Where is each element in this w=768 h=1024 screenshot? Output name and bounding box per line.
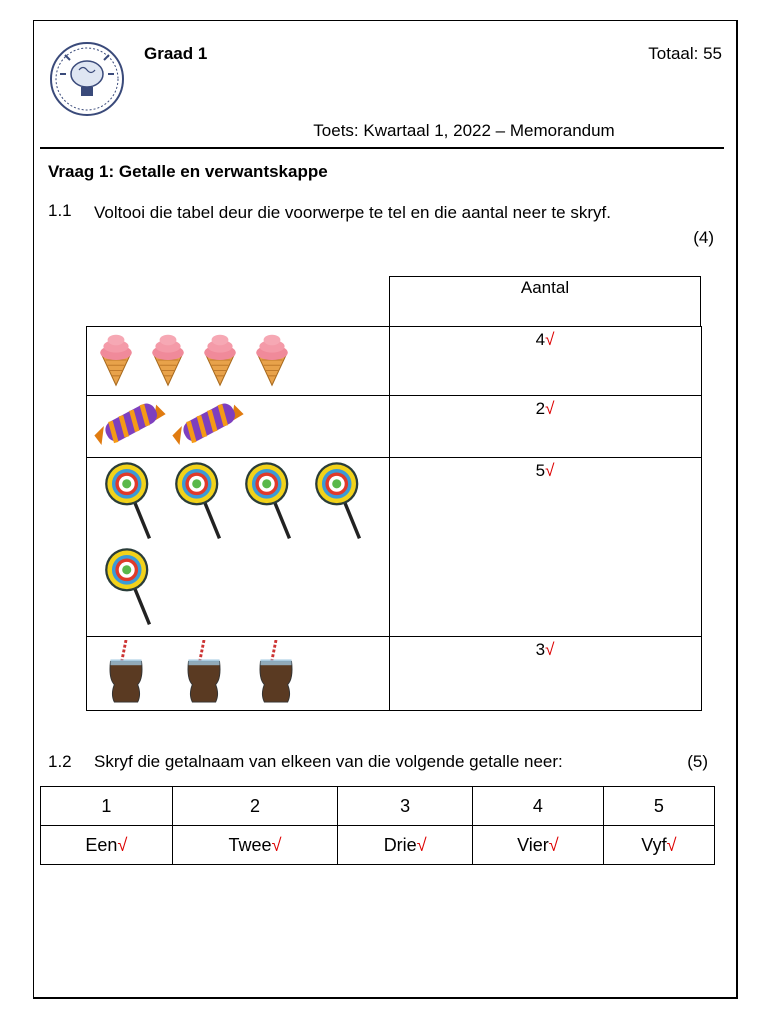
number-cell: 2	[172, 787, 338, 826]
q1-2-marks: (5)	[687, 752, 708, 771]
name-cell	[172, 826, 338, 865]
grade-label: Graad 1	[144, 44, 208, 63]
table-row	[86, 326, 702, 395]
lollipop-icon	[314, 461, 364, 543]
answer-cell	[389, 330, 701, 350]
answer-value: 2	[535, 399, 546, 418]
test-subtitle: Toets: Kwartaal 1, 2022 – Memorandum	[313, 121, 615, 140]
table-row	[86, 395, 702, 457]
tick-mark: √	[545, 330, 555, 349]
tick-mark: √	[548, 834, 559, 855]
answer-cell	[389, 461, 701, 481]
lollipop-icon	[244, 461, 294, 543]
candy-icon	[170, 399, 246, 453]
name-text: Vyf	[641, 834, 667, 855]
column-header-aantal: Aantal	[520, 278, 570, 297]
candy-icon	[92, 399, 168, 453]
tick-mark: √	[545, 640, 555, 659]
name-text: Vier	[517, 834, 549, 855]
answer-cell	[389, 399, 701, 419]
answer-value: 4	[535, 330, 546, 349]
tick-mark: √	[545, 399, 555, 418]
q1-1-instruction: Voltooi die tabel deur die voorwerpe te tel en die aantal neer te skryf.	[94, 203, 611, 222]
number-cell: 3	[338, 787, 473, 826]
table-row	[86, 636, 702, 711]
lollipop-icon	[104, 547, 154, 629]
ice-cream-icon	[96, 332, 136, 388]
q1-1-number: 1.1	[48, 201, 72, 220]
ice-cream-icon	[200, 332, 240, 388]
total-marks: Totaal: 55	[648, 44, 722, 63]
lollipop-icon	[174, 461, 224, 543]
answer-cell	[389, 640, 701, 660]
name-cell	[41, 826, 173, 865]
number-cell: 4	[473, 787, 604, 826]
name-cell	[338, 826, 473, 865]
name-text: Twee	[228, 834, 272, 855]
name-cell	[473, 826, 604, 865]
names-row	[41, 826, 715, 865]
name-text: Een	[85, 834, 118, 855]
name-text: Drie	[383, 834, 417, 855]
tick-mark: √	[666, 834, 677, 855]
lollipop-icon	[104, 461, 154, 543]
numbers-row	[41, 787, 715, 826]
number-cell: 1	[41, 787, 173, 826]
number-names-table	[40, 786, 715, 865]
brain-bulb-logo	[46, 40, 128, 118]
q1-2-number: 1.2	[48, 752, 72, 771]
tick-mark: √	[545, 461, 555, 480]
ice-cream-icon	[252, 332, 292, 388]
number-cell: 5	[603, 787, 714, 826]
tick-mark: √	[117, 834, 128, 855]
name-cell	[603, 826, 714, 865]
q1-2-instruction: Skryf die getalnaam van elkeen van die volgende getalle neer:	[94, 752, 563, 771]
q1-1-marks: (4)	[693, 228, 714, 247]
answer-value: 5	[535, 461, 546, 480]
counting-table	[86, 276, 702, 711]
answer-value: 3	[535, 640, 546, 659]
cola-drink-icon	[106, 640, 146, 704]
header-divider	[40, 147, 724, 149]
question-title: Vraag 1: Getalle en verwantskappe	[48, 162, 328, 181]
cola-drink-icon	[184, 640, 224, 704]
table-row	[86, 457, 702, 636]
cola-drink-icon	[256, 640, 296, 704]
ice-cream-icon	[148, 332, 188, 388]
tick-mark: √	[271, 834, 282, 855]
tick-mark: √	[416, 834, 427, 855]
